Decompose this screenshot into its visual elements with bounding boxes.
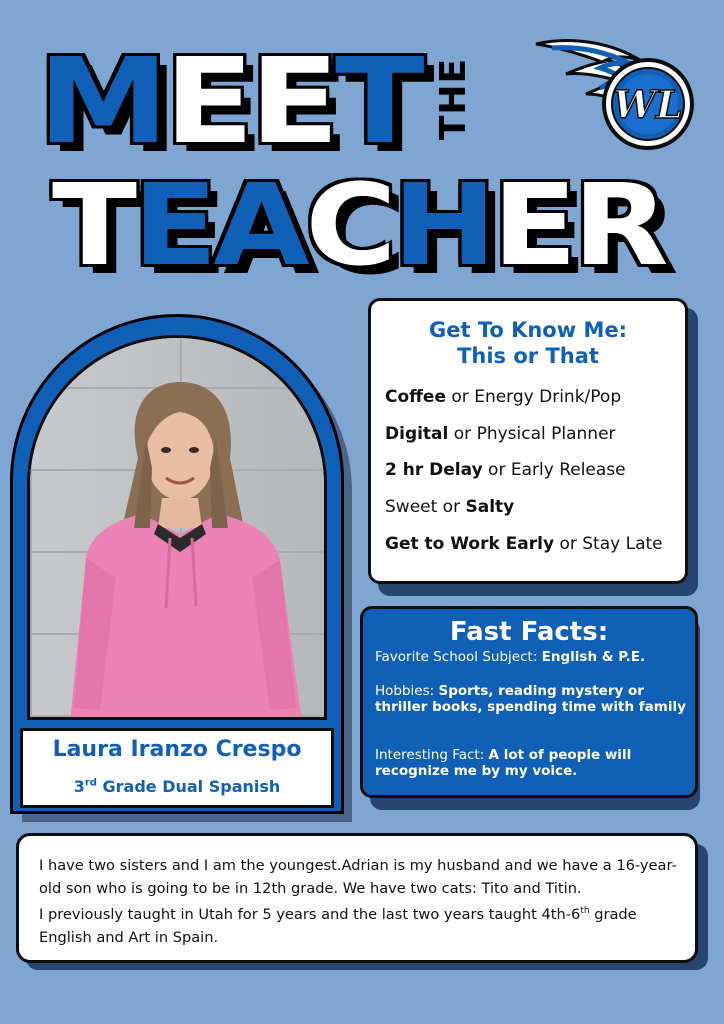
this-or-that-title: Get To Know Me: This or That — [428, 318, 627, 368]
svg-text:WL: WL — [613, 82, 683, 127]
this-or-that-item: 2 hr Delay or Early Release — [385, 460, 626, 480]
school-logo — [530, 34, 698, 156]
fast-fact-hobbies: Hobbies: Sports, reading mystery or thriller books, spending time with family — [375, 683, 686, 715]
fast-fact-subject: Favorite School Subject: English & P.E. — [375, 649, 646, 665]
this-or-that-item: Coffee or Energy Drink/Pop — [385, 387, 622, 407]
fast-facts-title: Fast Facts: — [449, 617, 609, 647]
teacher-grade: 3rd Grade Dual Spanish — [73, 777, 281, 796]
fast-fact-interesting: Interesting Fact: A lot of people will recognize me by my voice. — [375, 747, 632, 779]
this-or-that-item: Get to Work Early or Stay Late — [385, 534, 663, 554]
bio-text: I have two sisters and I am the youngest.Adrian is my husband and we have a 16-year-old son who is going to be in 12th grade. We have two cats: Tito and Titin. I previously taught in Utah for 5 years and the last two years taught 4th-6th grade English and Art in Spain. — [39, 857, 677, 946]
title-teacher: TEACHER — [52, 161, 665, 291]
this-or-that-item: Sweet or Salty — [385, 497, 515, 517]
title-meet: MEET — [38, 32, 421, 170]
teacher-name: Laura Iranzo Crespo — [52, 737, 302, 762]
bio-card — [16, 833, 698, 963]
this-or-that-card — [368, 298, 688, 584]
title-the: THE — [433, 57, 474, 141]
name-card — [20, 728, 334, 808]
teacher-photo — [27, 335, 327, 720]
flame-logo-icon — [530, 34, 698, 156]
this-or-that-item: Digital or Physical Planner — [385, 424, 616, 444]
teacher-portrait-icon — [30, 338, 327, 720]
fast-facts-card — [360, 606, 698, 798]
